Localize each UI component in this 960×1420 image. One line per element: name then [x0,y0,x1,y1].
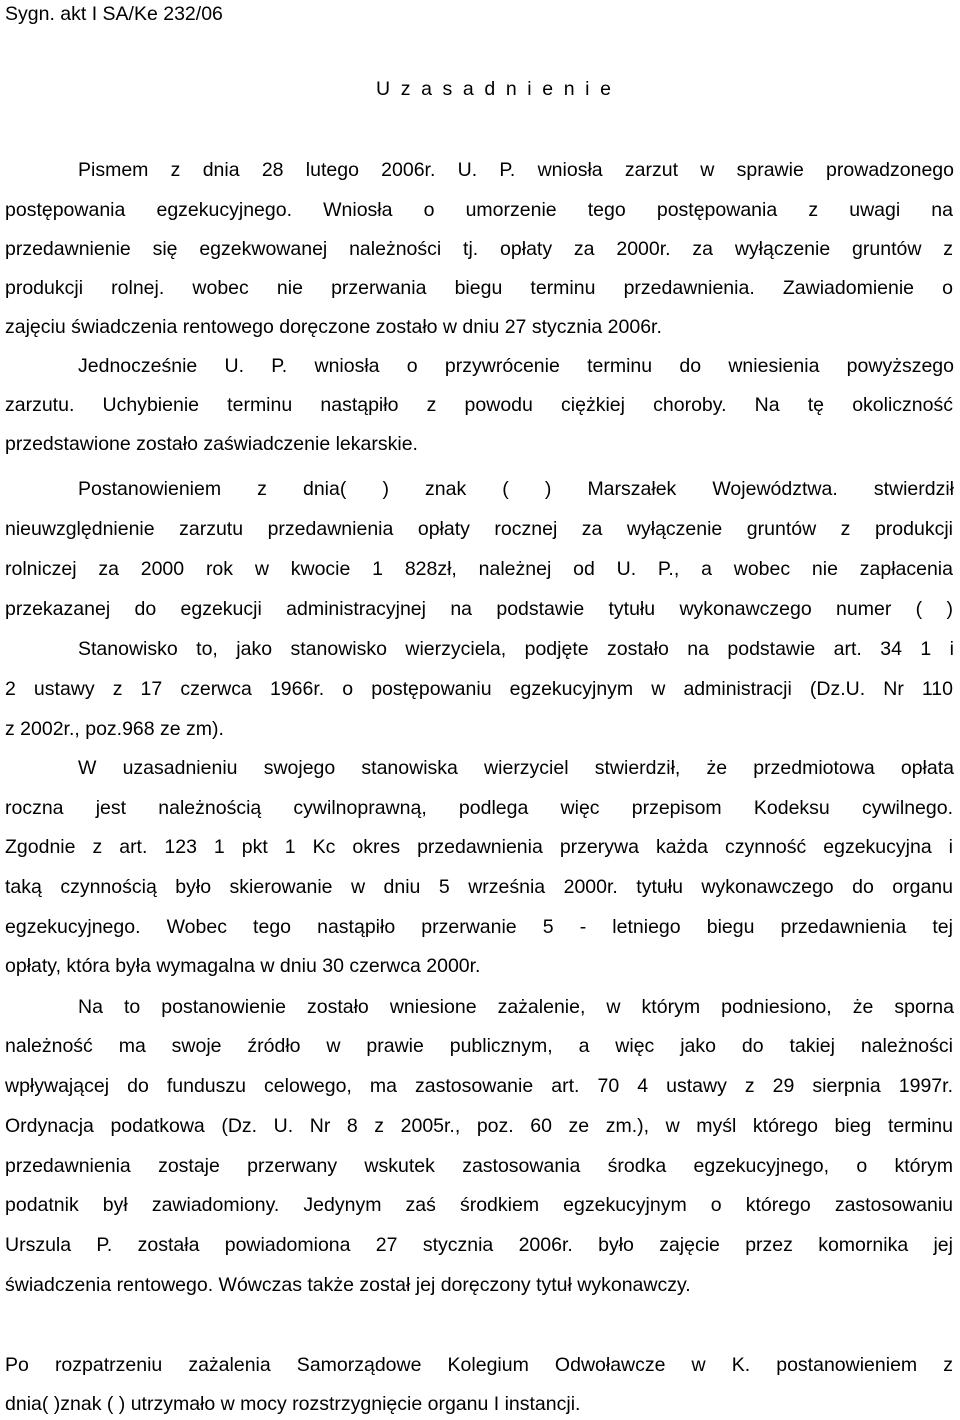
paragraph-line: przekazanej do egzekucji administracyjnej na podstawie tytułu wykonawczego numer ( ) [5,598,953,620]
paragraph-line: podatnik był zawiadomiony. Jedynym zaś środkiem egzekucyjnym o którego zastosowaniu [5,1194,953,1216]
paragraph-line: Pismem z dnia 28 lutego 2006r. U. P. wniosła zarzut w sprawie prowadzonego [78,159,954,181]
paragraph-line: postępowania egzekucyjnego. Wniosła o umorzenie tego postępowania z uwagi na [5,199,953,221]
paragraph-line: przedstawione zostało zaświadczenie lekarskie. [5,433,418,455]
paragraph-line: opłaty, która była wymagalna w dniu 30 czerwca 2000r. [5,955,481,977]
paragraph-line: dnia( )znak ( ) utrzymało w mocy rozstrzygnięcie organu I instancji. [5,1393,581,1415]
paragraph-line: Postanowieniem z dnia( ) znak ( ) Marszałek Województwa. stwierdził [78,478,954,500]
paragraph-line: świadczenia rentowego. Wówczas także został jej doręczony tytuł wykonawczy. [5,1274,691,1296]
paragraph-line: produkcji rolnej. wobec nie przerwania biegu terminu przedawnienia. Zawiadomienie o [5,277,953,299]
paragraph-line: Ordynacja podatkowa (Dz. U. Nr 8 z 2005r., poz. 60 ze zm.), w myśl którego bieg terminu [5,1115,953,1137]
paragraph-line: przedawnienie się egzekwowanej należności tj. opłaty za 2000r. za wyłączenie gruntów z [5,238,953,260]
paragraph-line: Stanowisko to, jako stanowisko wierzyciela, podjęte zostało na podstawie art. 34 1 i [78,638,954,660]
paragraph-line: Zgodnie z art. 123 1 pkt 1 Kc okres przedawnienia przerywa każda czynność egzekucyjna i [5,836,953,858]
paragraph-line: egzekucyjnego. Wobec tego nastąpiło przerwanie 5 - letniego biegu przedawnienia tej [5,916,953,938]
document-title: U z a s a d n i e n i e [376,78,614,100]
paragraph-line: Na to postanowienie zostało wniesione zażalenie, w którym podniesiono, że sporna [78,996,954,1018]
paragraph-line: Po rozpatrzeniu zażalenia Samorządowe Kolegium Odwoławcze w K. postanowieniem z [5,1354,953,1376]
paragraph-line: Jednocześnie U. P. wniosła o przywrócenie terminu do wniesienia powyższego [78,355,954,377]
paragraph-line: W uzasadnieniu swojego stanowiska wierzyciel stwierdził, że przedmiotowa opłata [78,757,954,779]
paragraph-line: zajęciu świadczenia rentowego doręczone zostało w dniu 27 stycznia 2006r. [5,316,662,338]
paragraph-line: taką czynnością było skierowanie w dniu 5 września 2000r. tytułu wykonawczego do organu [5,876,953,898]
paragraph-line: nieuwzględnienie zarzutu przedawnienia opłaty rocznej za wyłączenie gruntów z produkcji [5,518,953,540]
paragraph-line: z 2002r., poz.968 ze zm). [5,718,224,740]
paragraph-line: Urszula P. została powiadomiona 27 stycznia 2006r. było zajęcie przez komornika jej [5,1234,953,1256]
paragraph-line: 2 ustawy z 17 czerwca 1966r. o postępowaniu egzekucyjnym w administracji (Dz.U. Nr 110 [5,678,953,700]
case-signature: Sygn. akt I SA/Ke 232/06 [5,3,223,25]
paragraph-line: rolniczej za 2000 rok w kwocie 1 828zł, należnej od U. P., a wobec nie zapłacenia [5,558,953,580]
paragraph-line: zarzutu. Uchybienie terminu nastąpiło z powodu ciężkiej choroby. Na tę okoliczność [5,394,953,416]
paragraph-line: należność ma swoje źródło w prawie publicznym, a więc jako do takiej należności [5,1035,953,1057]
paragraph-line: roczna jest należnością cywilnoprawną, podlega więc przepisom Kodeksu cywilnego. [5,797,953,819]
paragraph-line: wpływającej do funduszu celowego, ma zastosowanie art. 70 4 ustawy z 29 sierpnia 1997r. [5,1075,953,1097]
paragraph-line: przedawnienia zostaje przerwany wskutek zastosowania środka egzekucyjnego, o którym [5,1155,953,1177]
